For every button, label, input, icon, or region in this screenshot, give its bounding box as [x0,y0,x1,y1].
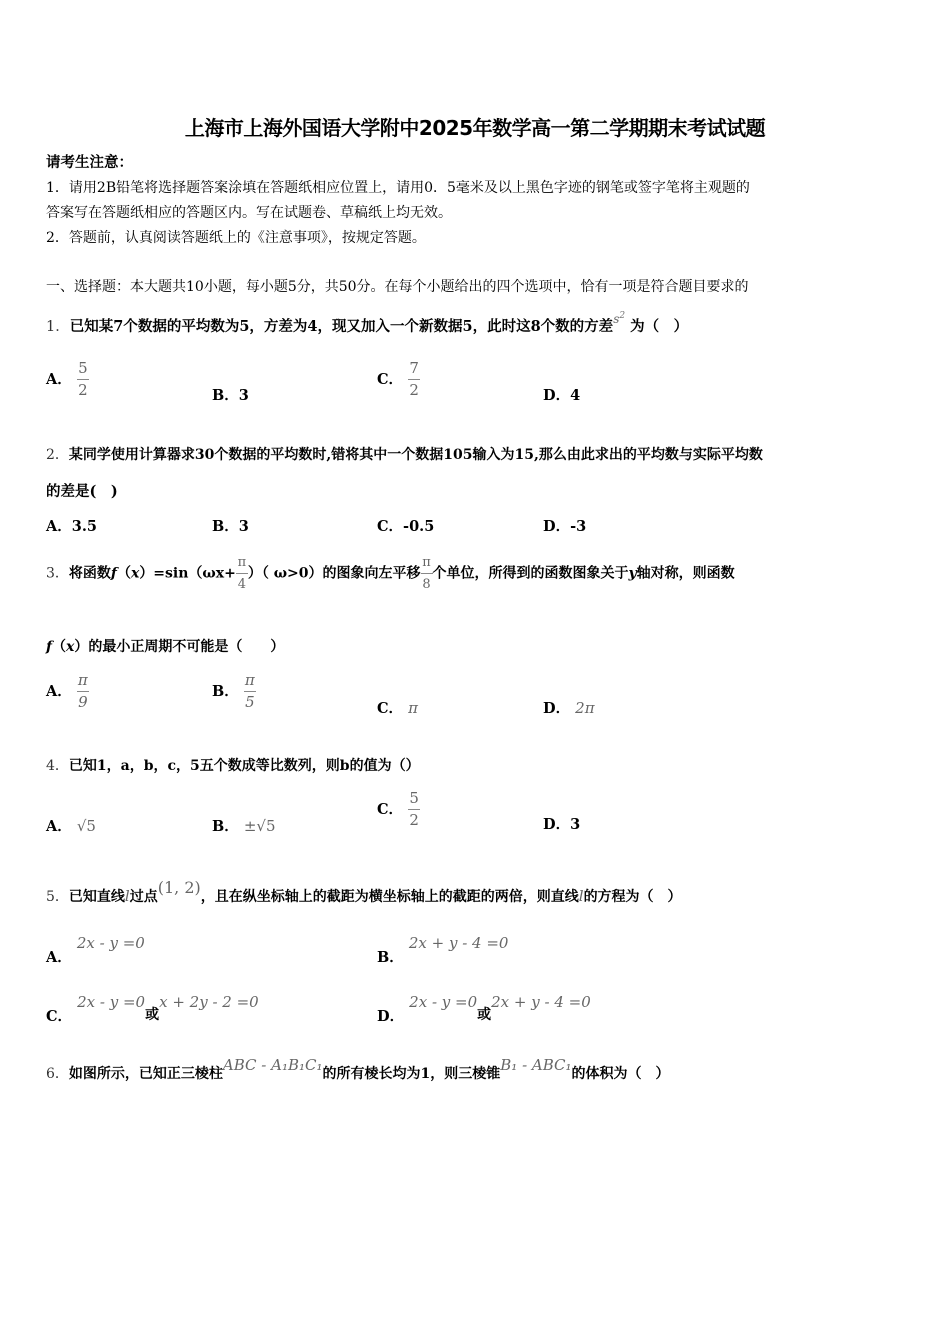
notice-item-1-line-1: 1．请用2B铅笔将选择题答案涂填在答题纸相应位置上，请用0．5毫米及以上黑色字迹的钢笔或签字笔将主观题的 [46,180,750,196]
question-2-line-1: 2．某同学使用计算器求30个数据的平均数时,错将其中一个数据105输入为15,那么由此求出的平均数与实际平均数 [46,447,763,463]
point-coordinates: (1, 2) [157,878,201,897]
q3-option-b[interactable]: B． $\frac{\pi}{5}$ [212,671,255,711]
q4-option-a[interactable]: A． √5 [46,817,96,835]
question-1: 1．已知某7个数据的平均数为5，方差为4，现又加入一个新数据5，此时这8个数的方差$^{s^2}$ 为（ ） [46,311,689,335]
notice-heading: 请考生注意： [46,154,133,171]
q3-option-a[interactable]: A． $\frac{\pi}{9}$ [46,671,88,711]
fraction: $\frac{\pi}{4}$ [237,555,247,592]
question-2-line-2: 的差是( ) [46,483,118,500]
q5-option-c[interactable]: C． 2x - y =0或x + 2y - 2 =0 [46,993,259,1025]
q1-option-a[interactable]: A． $\frac{5}{2}$ [46,359,88,399]
variance-symbol: s2 [613,311,626,326]
q3-option-c[interactable]: C． π [377,699,418,717]
question-5: 5．已知直线l过点(1, 2)，且在纵坐标轴上的截距为横坐标轴上的截距的两倍，则直线l的方程为（ ） [46,878,682,905]
q2-option-a[interactable]: A．3.5 [46,518,97,535]
question-6: 6．如图所示，已知正三棱柱ABC - A₁B₁C₁的所有棱长均为1，则三棱锥B₁ - ABC₁的体积为（ ） [46,1056,670,1082]
pyramid-notation: B₁ - ABC₁ [500,1056,572,1074]
q4-option-d[interactable]: D．3 [543,816,581,833]
q5-option-d[interactable]: D． 2x - y =0或2x + y - 4 =0 [377,993,591,1025]
notice-item-2: 2．答题前，认真阅读答题纸上的《注意事项》，按规定答题。 [46,230,426,246]
fraction: $\frac{\pi}{8}$ [422,555,431,592]
fraction: $\frac{\pi}{9}$ [77,671,88,711]
q4-option-b[interactable]: B． ±√5 [212,817,276,835]
question-3-line-1: 3．将函数f（x）=sin（ωx+ $\frac{\pi}{4}$ ）（ ω>0）的图象向左平移 $\frac{\pi}{8}$ 个单位，所得到的函数图象关于y轴对称，则函数 [46,555,735,592]
fraction: $\frac{5}{2}$ [78,359,88,399]
q1-option-c[interactable]: C． $\frac{7}{2}$ [377,359,419,399]
q5-option-a[interactable]: A． 2x - y =0 [46,934,145,966]
page-title: 上海市上海外国语大学附中2025年数学高一第二学期期末考试试题 [184,116,766,140]
section-heading: 一、选择题：本大题共10小题，每小题5分，共50分。在每个小题给出的四个选项中，恰有一项是符合题目要求的 [46,279,749,295]
q5-option-b[interactable]: B． 2x + y - 4 =0 [377,934,509,966]
q4-option-c[interactable]: C． $\frac{5}{2}$ [377,789,419,829]
question-3-line-2: f（x）的最小正周期不可能是（ ） [46,639,285,655]
q2-option-c[interactable]: C．-0.5 [377,518,435,535]
q2-option-d[interactable]: D．-3 [543,518,587,535]
q1-option-b[interactable]: B．3 [212,387,249,404]
fraction: $\frac{5}{2}$ [409,789,419,829]
question-4: 4．已知1，a，b，c，5五个数成等比数列，则b的值为（） [46,758,420,774]
prism-notation: ABC - A₁B₁C₁ [222,1056,323,1074]
q1-option-d[interactable]: D．4 [543,387,581,404]
fraction: $\frac{\pi}{5}$ [244,671,255,711]
question-number: 1． [46,319,70,335]
notice-item-1-line-2: 答案写在答题纸相应的答题区内。写在试题卷、草稿纸上均无效。 [46,205,452,221]
fraction: $\frac{7}{2}$ [409,359,419,399]
q2-option-b[interactable]: B．3 [212,518,249,535]
q3-option-d[interactable]: D． 2π [543,699,595,717]
